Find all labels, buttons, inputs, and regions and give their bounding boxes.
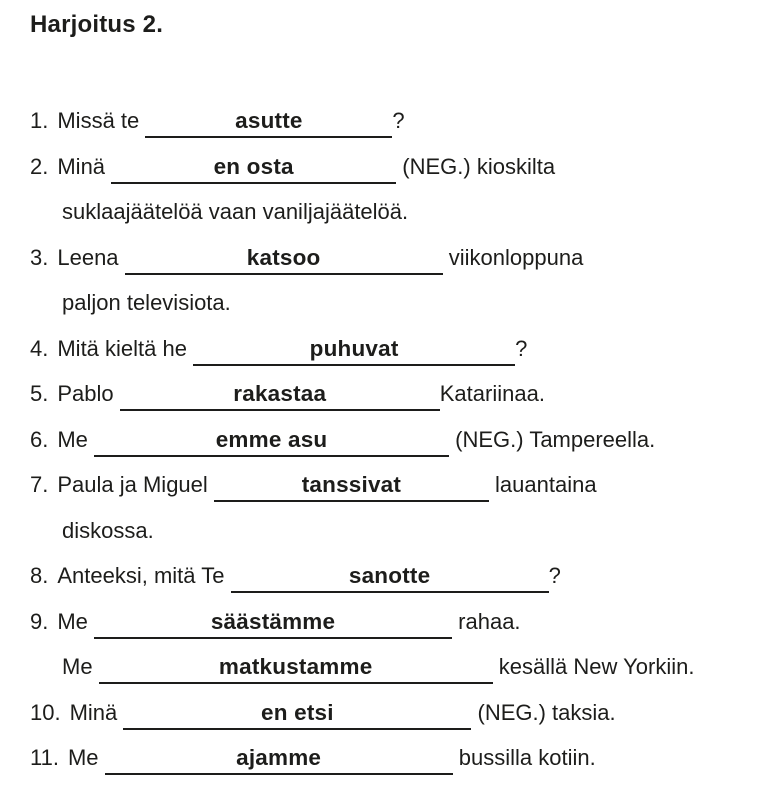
answer-blank [193,334,515,366]
exercise-line-9 [30,599,757,645]
item-text: rahaa. [452,608,521,634]
item-text: (NEG.) Tampereella. [449,426,656,452]
exercise-line-2-cont [30,189,757,235]
item-text: (NEG.) taksia. [471,699,616,725]
exercise-line-7-cont [30,508,757,554]
item-number: 3. [30,244,49,270]
answer-blank [145,106,392,138]
exercise-line-9-cont [30,644,757,690]
answer-blank [111,152,396,184]
item-number: 5. [30,381,49,406]
exercise-line-8 [30,553,757,599]
exercise-line-3 [30,235,757,281]
item-text: Me [57,608,95,634]
answer-text: en etsi [261,699,334,725]
exercise-line-10 [30,690,757,736]
answer-text: tanssivat [301,472,402,497]
item-text: Minä [57,153,112,179]
answer-text: katsoo [246,244,321,270]
answer-blank [105,743,453,775]
item-number: 11. [30,745,59,770]
item-text: Minä [69,699,124,725]
item-number: 4. [30,335,49,361]
answer-text: asutte [235,108,303,133]
item-text: lauantaina [488,472,597,497]
item-text: paljon televisiota. [62,290,231,315]
item-text: ? [515,335,528,361]
exercise-line-2 [30,144,757,190]
item-text: Me [67,745,105,770]
answer-text: rakastaa [233,381,327,406]
item-text: Mitä kieltä he [57,335,194,361]
answer-blank [123,698,471,730]
item-text: ? [392,108,405,133]
item-number: 1. [30,108,49,133]
answer-blank [214,470,489,502]
answer-blank [125,243,443,275]
item-text: Anteeksi, mitä Te [57,563,231,588]
answer-blank [120,379,440,411]
item-text: Katariinaa. [439,381,545,406]
answer-blank [99,652,493,684]
item-number: 9. [30,608,49,634]
exercise-line-11 [30,735,757,781]
worksheet-title: Harjoitus 2. [30,11,164,38]
item-number: 2. [30,153,49,179]
answer-blank [231,561,549,593]
answer-text: sanotte [348,563,431,588]
exercise-line-5 [30,371,757,417]
item-text: viikonloppuna [442,244,584,270]
item-text: Missä te [57,108,146,133]
item-text: kesällä New Yorkiin. [492,654,695,679]
exercise-line-1 [30,98,757,144]
item-text: bussilla kotiin. [452,745,596,770]
item-text: Leena [57,244,125,270]
item-text: Pablo [57,381,120,406]
exercise-line-7 [30,462,757,508]
item-number: 6. [30,426,49,452]
item-number: 8. [30,563,49,588]
item-number: 10. [30,699,61,725]
item-text: Me [57,426,95,452]
item-text: Paula ja Miguel [57,472,214,497]
answer-text: säästämme [210,608,336,634]
item-text: Me [62,654,99,679]
answer-blank [94,425,449,457]
exercise-list [30,98,757,781]
exercise-line-3-cont [30,280,757,326]
answer-text: puhuvat [309,335,399,361]
answer-text: matkustamme [218,654,373,679]
answer-text: en osta [213,153,294,179]
answer-blank [94,607,452,639]
answer-text: ajamme [236,745,322,770]
item-text: ? [548,563,561,588]
item-text: diskossa. [62,517,154,543]
answer-text: emme asu [215,426,328,452]
exercise-line-6 [30,417,757,463]
exercise-line-4 [30,326,757,372]
item-text: suklaajäätelöä vaan vaniljajäätelöä. [62,199,409,224]
item-number: 7. [30,472,49,497]
item-text: (NEG.) kioskilta [396,153,556,179]
